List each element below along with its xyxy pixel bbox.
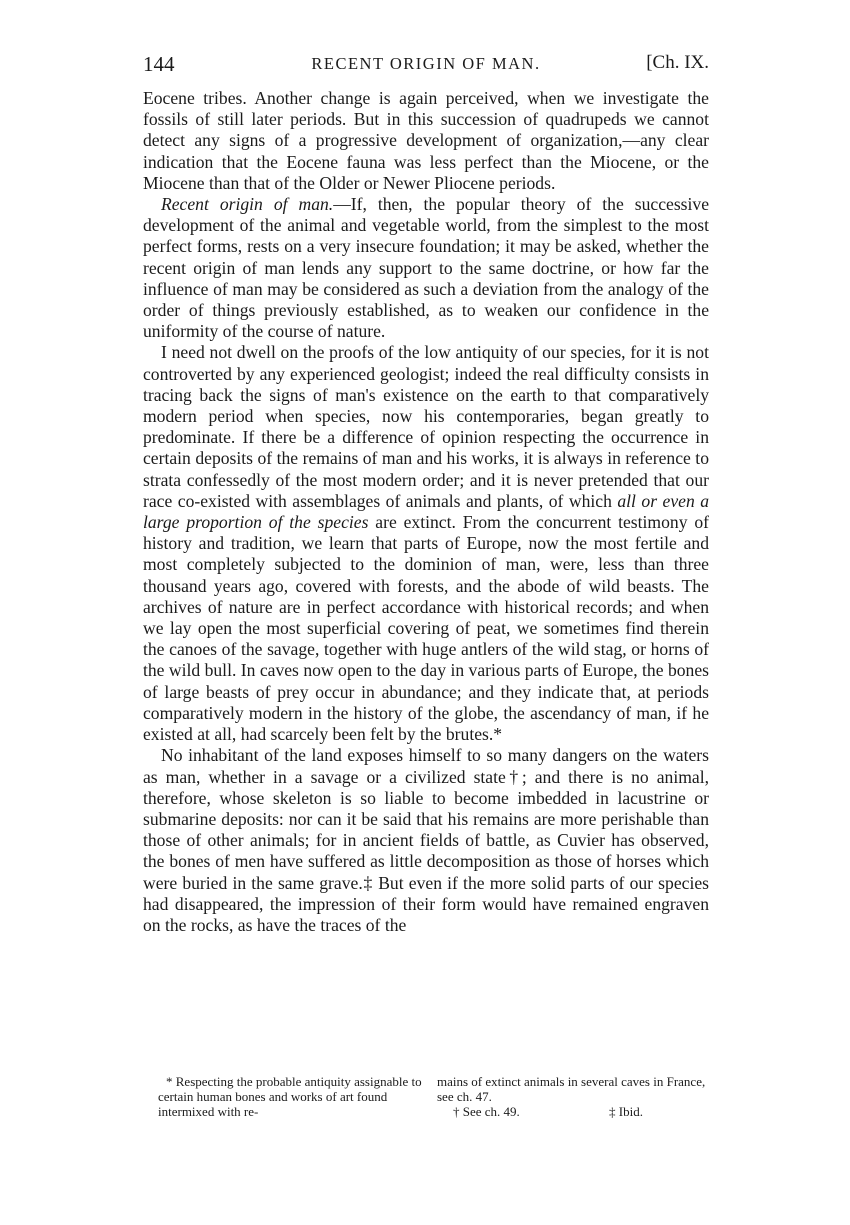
body-text (143, 88, 709, 936)
footnote-column-left (158, 1074, 426, 1119)
paragraph-2-text: —If, then, the popular theory of the successive development of the animal and vegetable world, from the simplest to the most perfect forms, rests on a very insecure foundation; it may be asked, whether the recent origin of man lends any support to the same doctrine, or how far the influence of man may be considered as such a deviation from the analogy of the order of things previously established, as to weaken our confidence in the uniformity of the course of nature. (143, 194, 710, 342)
paragraph-4: No inhabitant of the land exposes himself to so many dangers on the waters as man, whether in a savage or a civilized state†; and there is no animal, therefore, whose skeleton is so liable to become imbedded in lacustrine or submarine deposits: nor can it be said that his remains are more perishable than those of other animals; for in ancient fields of battle, as Cuvier has observed, the bones of men have suffered as little decomposition as those of horses which were buried in the same grave.‡ But even if the more solid parts of our species had disappeared, the impression of their form would have remained engraven on the rocks, as have the traces of the (143, 745, 709, 935)
paragraph-2 (143, 194, 709, 342)
paragraph-3-text-a: I need not dwell on the proofs of the low antiquity of our species, for it is not controverted by any experienced geologist; indeed the real difficulty consists in tracing back the signs of man's existence on the earth to that comparatively modern period when species, now his contemporaries, began greatly to predominate. If there be a difference of opinion respecting the occurrence in certain deposits of the remains of man and his works, it is always in reference to strata confessedly of the most modern order; and it is never pretended that our race co-existed with assemblages of animals and plants, of which (143, 342, 709, 511)
footnote-star-part-1: * Respecting the probable antiquity assignable to certain human bones and works of art found intermixed with re- (158, 1074, 422, 1119)
paragraph-1: Eocene tribes. Another change is again perceived, when we investigate the fossils of still later periods. But in this succession of quadrupeds we cannot detect any signs of a progressive development of organization,—any clear indication that the Eocene fauna was less perfect than the Miocene, or the Miocene than that of the Older or Newer Pliocene periods. (143, 88, 709, 193)
running-title: RECENT ORIGIN OF MAN. (311, 54, 541, 73)
footnote-star-part-2: mains of extinct animals in several caves in France, see ch. 47. (437, 1074, 706, 1104)
section-heading: Recent origin of man. (161, 194, 334, 215)
page-number: 144 (143, 52, 175, 76)
chapter-reference: [Ch. IX. (646, 52, 709, 73)
italic-phrase: all or even a large proportion of the species (143, 490, 710, 533)
footnote-double-dagger: ‡ Ibid. (609, 1104, 643, 1119)
footnote-dagger: † See ch. 49. (453, 1104, 520, 1119)
paragraph-3-text-b: are extinct. From the concurrent testimony of history and tradition, we learn that parts of Europe, now the most fertile and most completely subjected to the dominion of man, were, less than three thousand years ago, covered with forests, and the abode of wild beasts. The archives of nature are in perfect accordance with historical records; and when we lay open the most superficial covering of peat, we sometimes find therein the canoes of the savage, together with huge antlers of the wild stag, or horns of the wild bull. In caves now open to the day in various parts of Europe, the bones of large beasts of prey occur in abundance; and they indicate that, at periods comparatively modern in the history of the globe, the ascendancy of man, if he existed at all, had scarcely been felt by the brutes.* (143, 512, 709, 745)
paragraph-3 (143, 342, 709, 745)
running-head (143, 52, 709, 82)
footnote-column-right (437, 1074, 709, 1119)
